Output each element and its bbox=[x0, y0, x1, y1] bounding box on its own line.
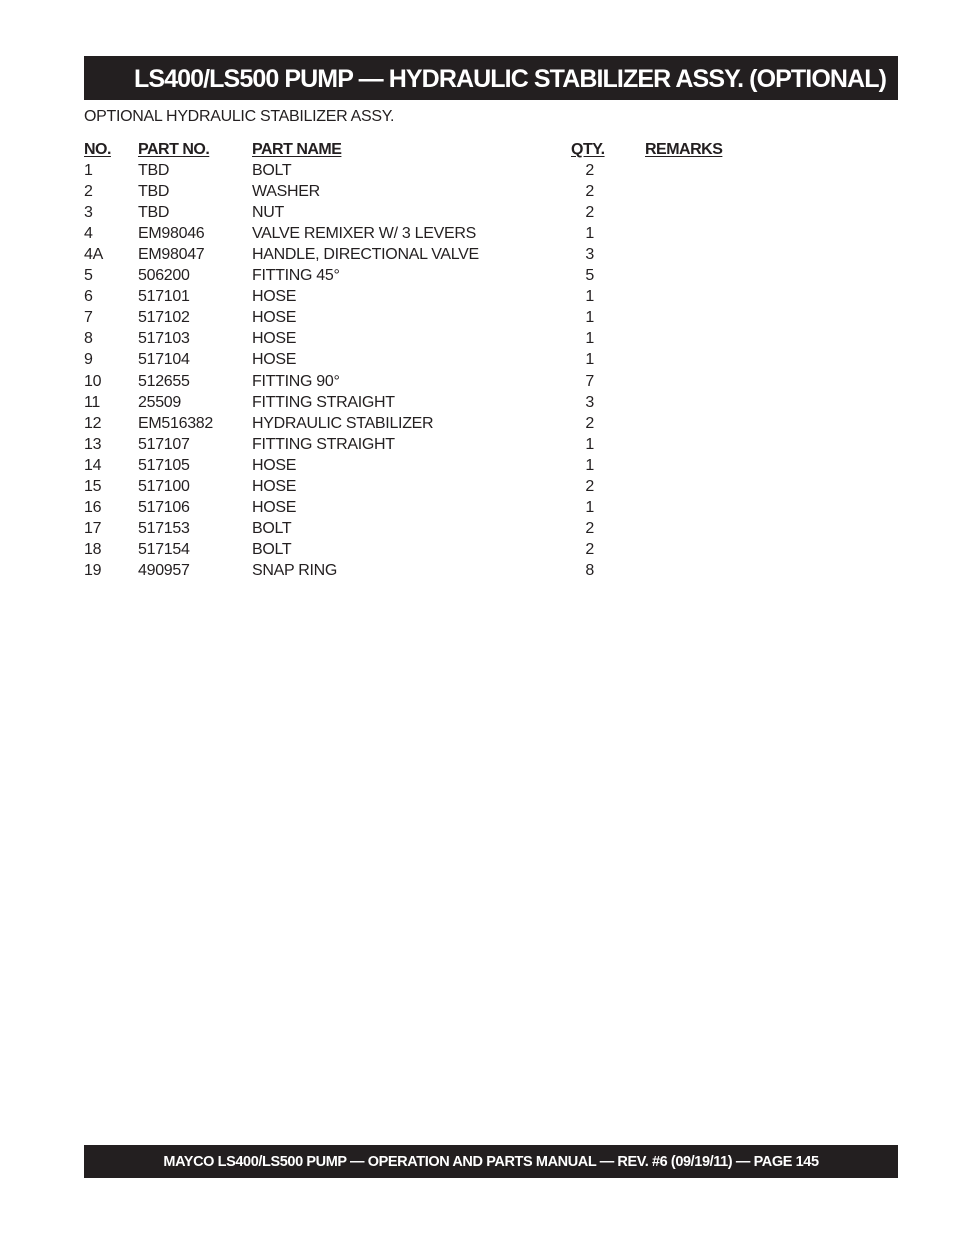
cell-part-no: 517154 bbox=[138, 540, 190, 558]
cell-no: 16 bbox=[84, 498, 102, 516]
cell-qty: 1 bbox=[585, 498, 594, 516]
cell-part-name: BOLT bbox=[252, 162, 292, 180]
cell-part-name: HOSE bbox=[252, 351, 297, 369]
cell-qty: 1 bbox=[585, 330, 594, 348]
column-header-part-no: PART NO. bbox=[138, 141, 210, 158]
table-row bbox=[84, 518, 804, 539]
cell-part-no: 512655 bbox=[138, 372, 190, 390]
column-header-qty: QTY. bbox=[571, 141, 605, 158]
cell-part-name: HANDLE, DIRECTIONAL VALVE bbox=[252, 246, 479, 264]
cell-qty: 1 bbox=[585, 225, 594, 243]
cell-qty: 2 bbox=[585, 519, 594, 537]
cell-part-no: EM98047 bbox=[138, 246, 205, 264]
cell-part-no: EM98046 bbox=[138, 225, 205, 243]
table-row bbox=[84, 476, 804, 497]
cell-part-name: HOSE bbox=[252, 309, 297, 327]
cell-part-no: EM516382 bbox=[138, 414, 213, 432]
table-row bbox=[84, 392, 804, 413]
cell-part-no: 517100 bbox=[138, 477, 190, 495]
table-row bbox=[84, 413, 804, 434]
cell-part-no: 506200 bbox=[138, 267, 190, 285]
cell-part-name: FITTING 45° bbox=[252, 267, 340, 285]
cell-part-name: NUT bbox=[252, 204, 284, 222]
cell-part-name: VALVE REMIXER W/ 3 LEVERS bbox=[252, 225, 476, 243]
cell-qty: 1 bbox=[585, 351, 594, 369]
cell-no: 8 bbox=[84, 330, 93, 348]
table-row bbox=[84, 307, 804, 328]
cell-qty: 2 bbox=[585, 414, 594, 432]
cell-part-no: 25509 bbox=[138, 393, 181, 411]
cell-qty: 1 bbox=[585, 456, 594, 474]
cell-part-no: 517102 bbox=[138, 309, 190, 327]
section-subtitle: OPTIONAL HYDRAULIC STABILIZER ASSY. bbox=[84, 108, 395, 125]
table-row bbox=[84, 286, 804, 307]
table-row bbox=[84, 265, 804, 286]
cell-part-no: TBD bbox=[138, 183, 170, 201]
cell-part-name: HOSE bbox=[252, 288, 297, 306]
cell-part-name: WASHER bbox=[252, 183, 320, 201]
cell-part-no: 490957 bbox=[138, 561, 190, 579]
table-row bbox=[84, 181, 804, 202]
cell-qty: 1 bbox=[585, 288, 594, 306]
table-row bbox=[84, 434, 804, 455]
table-row bbox=[84, 244, 804, 265]
cell-qty: 2 bbox=[585, 204, 594, 222]
cell-part-name: HYDRAULIC STABILIZER bbox=[252, 414, 434, 432]
page-footer-bar bbox=[84, 1145, 898, 1178]
cell-part-name: BOLT bbox=[252, 540, 292, 558]
cell-no: 4 bbox=[84, 225, 93, 243]
cell-no: 3 bbox=[84, 204, 93, 222]
cell-qty: 5 bbox=[585, 267, 594, 285]
table-header-row bbox=[84, 139, 804, 160]
cell-part-name: HOSE bbox=[252, 456, 297, 474]
cell-no: 15 bbox=[84, 477, 102, 495]
cell-qty: 2 bbox=[585, 183, 594, 201]
table-row bbox=[84, 202, 804, 223]
cell-qty: 8 bbox=[585, 561, 594, 579]
cell-part-name: BOLT bbox=[252, 519, 292, 537]
table-row bbox=[84, 371, 804, 392]
table-row bbox=[84, 328, 804, 349]
cell-part-no: 517153 bbox=[138, 519, 190, 537]
cell-part-name: FITTING 90° bbox=[252, 372, 340, 390]
cell-part-name: FITTING STRAIGHT bbox=[252, 435, 395, 453]
cell-qty: 1 bbox=[585, 309, 594, 327]
cell-no: 7 bbox=[84, 309, 93, 327]
page-title-bar bbox=[84, 56, 898, 100]
cell-no: 18 bbox=[84, 540, 102, 558]
cell-no: 12 bbox=[84, 414, 102, 432]
cell-no: 14 bbox=[84, 456, 102, 474]
cell-part-name: HOSE bbox=[252, 330, 297, 348]
cell-no: 10 bbox=[84, 372, 102, 390]
cell-no: 2 bbox=[84, 183, 93, 201]
table-row bbox=[84, 560, 804, 581]
parts-list-table bbox=[84, 139, 804, 581]
cell-no: 13 bbox=[84, 435, 102, 453]
cell-no: 1 bbox=[84, 162, 93, 180]
page-title: LS400/LS500 PUMP — HYDRAULIC STABILIZER ASSY. (OPTIONAL) bbox=[133, 65, 886, 93]
cell-part-no: 517101 bbox=[138, 288, 190, 306]
column-header-no: NO. bbox=[84, 141, 111, 158]
cell-part-name: HOSE bbox=[252, 477, 297, 495]
cell-no: 4A bbox=[84, 246, 103, 264]
cell-no: 6 bbox=[84, 288, 93, 306]
table-row bbox=[84, 539, 804, 560]
cell-part-name: FITTING STRAIGHT bbox=[252, 393, 395, 411]
cell-no: 5 bbox=[84, 267, 93, 285]
cell-no: 9 bbox=[84, 351, 93, 369]
cell-part-no: TBD bbox=[138, 204, 170, 222]
table-row bbox=[84, 497, 804, 518]
cell-qty: 3 bbox=[585, 393, 594, 411]
cell-qty: 2 bbox=[585, 162, 594, 180]
cell-part-name: HOSE bbox=[252, 498, 297, 516]
cell-part-no: 517104 bbox=[138, 351, 190, 369]
page-footer-text: MAYCO LS400/LS500 PUMP — OPERATION AND PARTS MANUAL — REV. #6 (09/19/11) — PAGE 145 bbox=[163, 1154, 819, 1170]
table-body bbox=[84, 160, 804, 581]
cell-part-no: TBD bbox=[138, 162, 170, 180]
cell-part-no: 517107 bbox=[138, 435, 190, 453]
cell-part-no: 517103 bbox=[138, 330, 190, 348]
cell-no: 17 bbox=[84, 519, 102, 537]
cell-no: 11 bbox=[84, 393, 101, 411]
cell-qty: 2 bbox=[585, 477, 594, 495]
cell-qty: 3 bbox=[585, 246, 594, 264]
column-header-part-name: PART NAME bbox=[252, 141, 342, 158]
cell-part-no: 517106 bbox=[138, 498, 190, 516]
cell-qty: 7 bbox=[585, 372, 594, 390]
cell-part-no: 517105 bbox=[138, 456, 190, 474]
table-row bbox=[84, 455, 804, 476]
table-row bbox=[84, 160, 804, 181]
table-row bbox=[84, 349, 804, 370]
cell-no: 19 bbox=[84, 561, 102, 579]
cell-qty: 1 bbox=[585, 435, 594, 453]
table-row bbox=[84, 223, 804, 244]
cell-qty: 2 bbox=[585, 540, 594, 558]
column-header-remarks: REMARKS bbox=[645, 141, 723, 158]
cell-part-name: SNAP RING bbox=[252, 561, 338, 579]
